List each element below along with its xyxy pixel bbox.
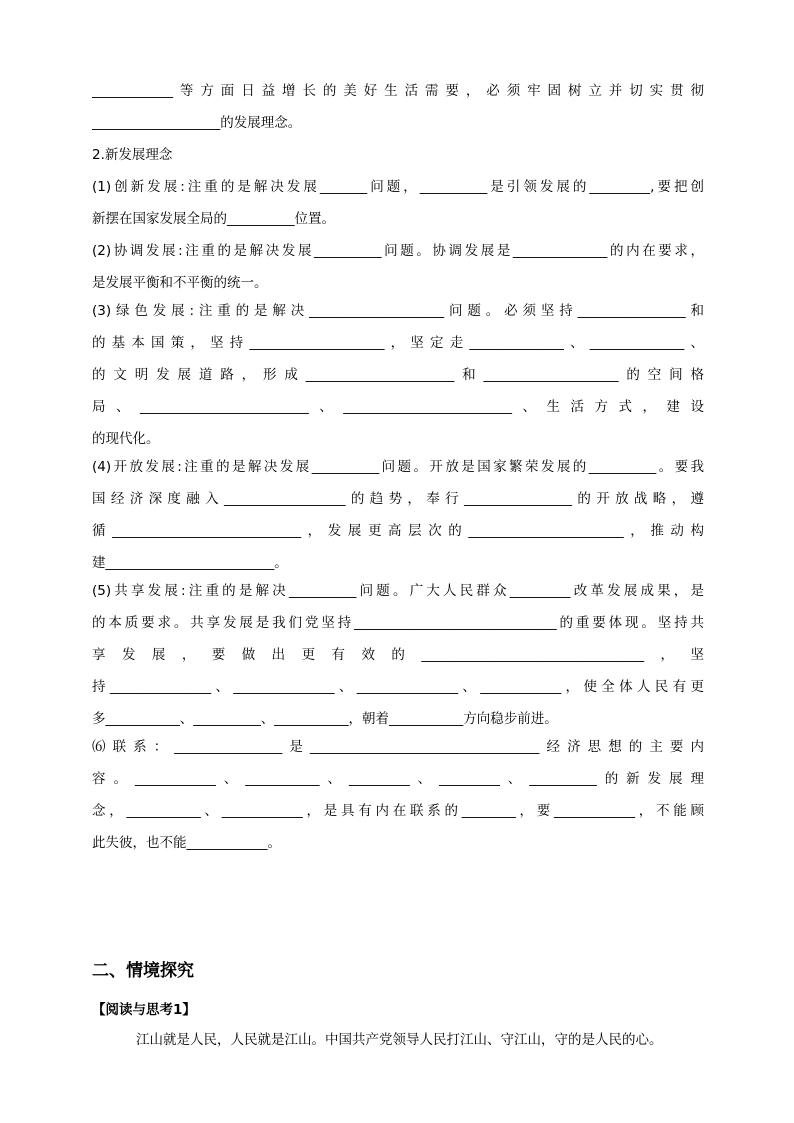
text-line: (5)共享发展:注重的是解决__________问题。广大人民群众_________改革发展成果，是 xyxy=(92,583,704,599)
text-line: 的本质要求。共享发展是我们党坚持______________________________的重要体现。坚持共 xyxy=(92,615,704,631)
text-line: 持_______________、_______________、_______________、____________，使全体人民有更 xyxy=(92,679,704,695)
text-line: (4)开放发展:注重的是解决发展__________问题。开放是国家繁荣发展的__________。要我 xyxy=(92,459,704,475)
text-line: 容。____________、___________、_________、_________、__________的新发展理 xyxy=(92,771,704,787)
paragraph: 江山就是人民，人民就是江山。中国共产党领导人民打江山、守江山，守的是人民的心。 xyxy=(136,1032,663,1048)
text-line: 新摆在国家发展全局的__________位置。 xyxy=(92,211,335,227)
text-line: 念，___________、____________，是具有内在联系的________，要____________，不能顾 xyxy=(92,803,704,819)
text-line: (2)协调发展:注重的是解决发展__________问题。协调发展是______________的内在要求， xyxy=(92,243,704,259)
text-line: 局、_________________________、_________________________、生活方式，建设 xyxy=(92,399,704,415)
text-line: 享发展，要做出更有效的_________________________________，坚 xyxy=(92,647,704,663)
subsection-heading: 【阅读与思考1】 xyxy=(92,1002,196,1018)
text-line: 的基本国策，坚持____________________，坚定走______________、______________、 xyxy=(92,335,704,351)
text-line: 2.新发展理念 xyxy=(92,147,173,163)
text-line: 建_________________________。 xyxy=(92,555,288,571)
text-line: ___________________的发展理念。 xyxy=(92,115,302,131)
text-line: ⑹联系：________________是__________________________________经济思想的主要内 xyxy=(92,739,704,755)
text-line: 多___________、__________、___________，朝着___________方向稳步前进。 xyxy=(92,711,558,727)
text-line: 循____________________________，发展更高层次的_______________________，推动构 xyxy=(92,523,704,539)
text-line: 是发展平衡和不平衡的统一。 xyxy=(92,275,268,291)
text-line: 此失彼，也不能____________。 xyxy=(92,835,281,851)
section-heading: 二、情境探究 xyxy=(92,961,194,981)
text-line: 国经济深度融入__________________的趋势，奉行________________的开放战略，遵 xyxy=(92,491,704,507)
text-line: 的文明发展道路，形成______________________和____________________的空间格 xyxy=(92,367,704,383)
text-line: (1)创新发展:注重的是解决发展_______问题，__________是引领发展的_________,要把创 xyxy=(92,179,704,195)
text-line: ____________等方面日益增长的美好生活需要，必须牢固树立并切实贯彻 xyxy=(92,83,704,99)
text-line: 的现代化。 xyxy=(92,431,160,447)
text-line: (3)绿色发展:注重的是解决____________________问题。必须坚持________________和 xyxy=(92,303,704,319)
